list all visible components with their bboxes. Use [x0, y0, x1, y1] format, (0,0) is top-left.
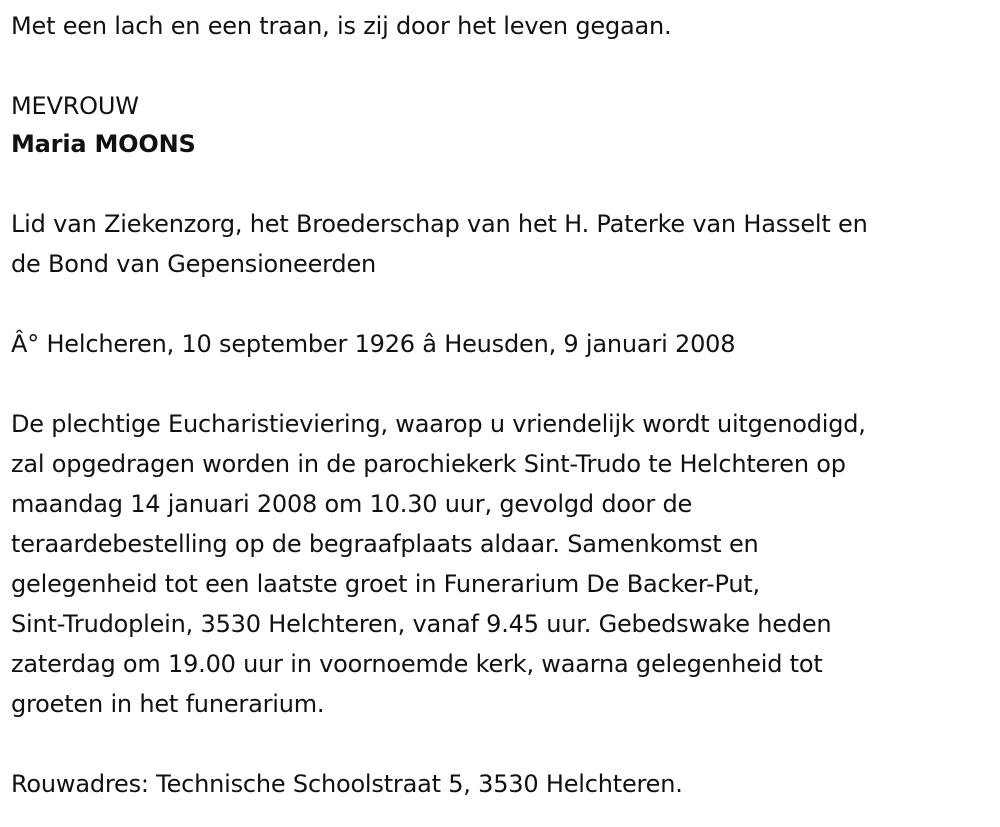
- spacer: [11, 724, 991, 764]
- ceremony-line: Sint-Trudoplein, 3530 Helchteren, vanaf 9.45 uur. Gebedswake heden: [11, 610, 832, 638]
- ceremony-line: De plechtige Eucharistieviering, waarop u vriendelijk wordt uitgenodigd,: [11, 410, 866, 438]
- ceremony-line: maandag 14 januari 2008 om 10.30 uur, gevolgd door de: [11, 490, 693, 518]
- spacer: [11, 284, 991, 324]
- mourning-address: Rouwadres: Technische Schoolstraat 5, 3530 Helchteren.: [11, 770, 683, 798]
- spacer: [11, 364, 991, 404]
- ceremony-line: zaterdag om 19.00 uur in voornoemde kerk, waarna gelegenheid tot: [11, 650, 823, 678]
- ceremony-line: teraardebestelling op de begraafplaats aldaar. Samenkomst en: [11, 530, 759, 558]
- birth-death-dates: Â° Helcheren, 10 september 1926 â Heusden, 9 januari 2008: [11, 330, 736, 358]
- memberships-paragraph: [11, 204, 991, 284]
- motto: Met een lach en een traan, is zij door het leven gegaan.: [11, 12, 672, 40]
- memberships-line: de Bond van Gepensioneerden: [11, 250, 377, 278]
- memberships-line: Lid van Ziekenzorg, het Broederschap van het H. Paterke van Hasselt en: [11, 210, 868, 238]
- ceremony-line: zal opgedragen worden in de parochiekerk Sint-Trudo te Helchteren op: [11, 450, 846, 478]
- deceased-name: Maria MOONS: [11, 130, 196, 158]
- ceremony-line: groeten in het funerarium.: [11, 690, 325, 718]
- obituary-notice: [11, 6, 991, 804]
- ceremony-line: gelegenheid tot een laatste groet in Funerarium De Backer-Put,: [11, 570, 760, 598]
- spacer: [11, 46, 991, 86]
- spacer: [11, 164, 991, 204]
- honorific-title: MEVROUW: [11, 92, 139, 120]
- ceremony-paragraph: [11, 404, 991, 724]
